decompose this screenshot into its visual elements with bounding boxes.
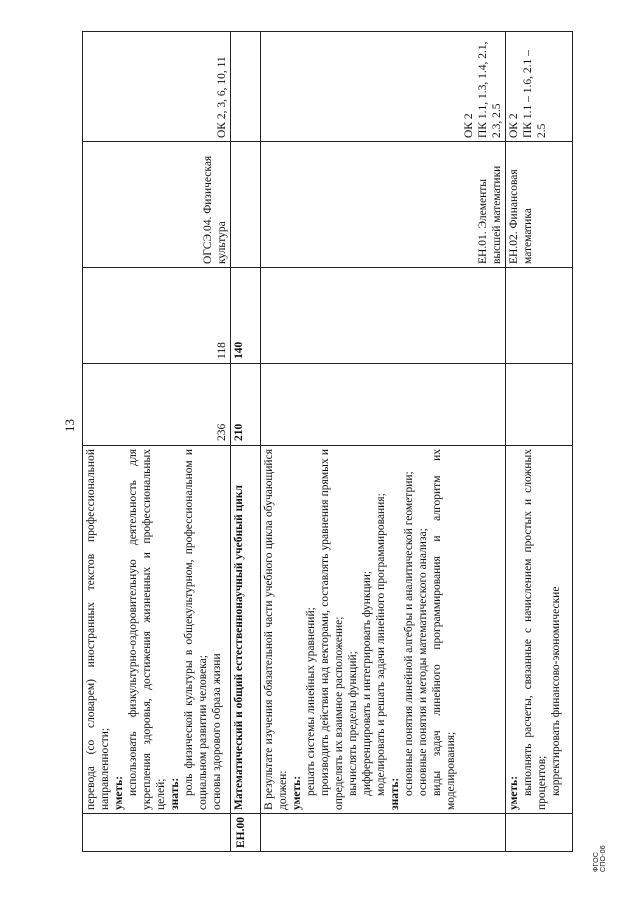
competencies: ОК 2 ПК 1.1, 1.3, 1.4, 2.1, 2.3, 2.5 [261, 32, 506, 142]
discipline-name [231, 142, 261, 268]
competencies: ОК 2 ПК 1.1 – 1.6, 2.1 – 2.5 [506, 32, 573, 142]
max-hours [506, 364, 573, 446]
content-line: основные понятия линейной алгебры и аналитической геометрии; [403, 471, 416, 796]
row-code [506, 814, 573, 852]
discipline-name: ЕН.02. Финансовая математика [506, 142, 573, 268]
content-heading: уметь: [291, 775, 304, 810]
required-hours: 118 [83, 268, 231, 364]
content-line: дифференцировать и интегрировать функции; [361, 570, 374, 796]
row-content [83, 446, 231, 814]
max-hours: 236 [83, 364, 231, 446]
required-hours: 140 [231, 268, 261, 364]
content-line: основы здорового образа жизни [211, 653, 224, 810]
content-line: корректировать финансово-экономические [550, 586, 563, 796]
row-content [506, 446, 573, 814]
row-content [261, 446, 506, 814]
content-line: основные понятия и методы математического анализа; [417, 528, 430, 796]
content-line: вычислять пределы функций; [347, 651, 360, 796]
content-line: перевода (со словарем) иностранных текстов профессиональной направленности; [85, 449, 112, 810]
content-heading: уметь: [113, 775, 126, 810]
table-row [261, 32, 506, 852]
row-content: Математический и общий естественнонаучный учебный цикл [231, 446, 261, 814]
content-line: роль физической культуры в общекультурном, профессиональном и социальном развитии человека; [183, 449, 210, 810]
content-line: В результате изучения обязательной части учебного цикла обучающийся должен: [263, 449, 290, 810]
competencies [231, 32, 261, 142]
curriculum-table [82, 31, 573, 852]
content-heading: знать: [169, 777, 182, 810]
competencies: ОК 2, 3, 6, 10, 11 [83, 32, 231, 142]
footer-standard-code: ФГОС СПО-06 [593, 845, 607, 872]
required-hours [506, 268, 573, 364]
content-line: виды задач линейного программирования и алгоритм их моделирования; [431, 449, 458, 810]
content-line: моделировать и решать задачи линейного программирования; [375, 493, 388, 796]
table-row [506, 32, 573, 852]
content-line: использовать физкультурно-оздоровительную деятельность для укрепления здоровья, достижения жизненных и профессиональных целей; [127, 449, 168, 810]
table-row [83, 32, 231, 852]
max-hours: 210 [231, 364, 261, 446]
content-heading: знать: [389, 777, 402, 810]
table-row [231, 32, 261, 852]
discipline-name: ЕН.01. Элементы высшей математики [261, 142, 506, 268]
rotated-table-wrapper [82, 32, 572, 852]
row-code: ЕН.00 [231, 814, 261, 852]
discipline-name: ОГСЭ.04. Физическая культура [83, 142, 231, 268]
required-hours [261, 268, 506, 364]
row-code [261, 814, 506, 852]
content-heading: уметь: [508, 775, 520, 810]
page-number: 13 [62, 419, 77, 432]
content-line: производить действия над векторами, составлять уравнения прямых и определять их взаимное расположение; [319, 449, 346, 810]
max-hours [261, 364, 506, 446]
content-line: выполнять расчеты, связанные с начислением простых и сложных процентов; [522, 449, 549, 810]
content-line: решать системы линейных уравнений; [305, 607, 318, 796]
row-code [83, 814, 231, 852]
